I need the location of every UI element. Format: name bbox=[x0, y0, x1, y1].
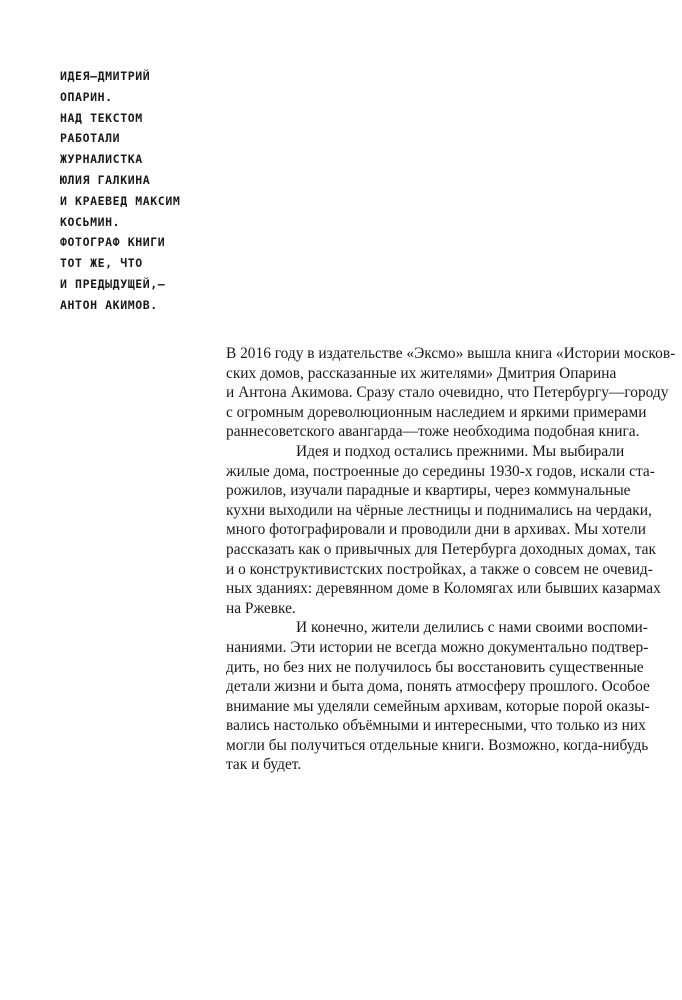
text-line: В 2016 году в издательстве «Эксмо» вышла книга «Истории москов- bbox=[226, 345, 676, 362]
text-line: рожилов, изучали парадные и квартиры, через коммунальные bbox=[226, 482, 631, 500]
credits-line: ИДЕЯ—ДМИТРИЙ bbox=[60, 69, 151, 83]
credits-line: ФОТОГРАФ КНИГИ bbox=[60, 235, 166, 250]
text-line: жилые дома, построенные до середины 1930-х годов, искали ста- bbox=[226, 462, 655, 480]
text-line: дить, но без них не получилось бы восстановить существенные bbox=[226, 658, 644, 676]
credits-line: РАБОТАЛИ bbox=[60, 131, 121, 146]
credits-sidenote bbox=[60, 66, 210, 316]
paragraph-3 bbox=[226, 618, 650, 775]
text-line: вались настолько объёмными и интересными, что только из них bbox=[226, 717, 646, 735]
credits-line: АНТОН АКИМОВ. bbox=[60, 297, 158, 312]
text-line: ных зданиях: деревянном доме в Коломягах или бывших казармах bbox=[226, 580, 661, 598]
credits-line: НАД ТЕКСТОМ bbox=[60, 110, 143, 125]
text-line: Идея и подход остались прежними. Мы выбирали bbox=[296, 442, 625, 460]
paragraph-1 bbox=[226, 344, 676, 442]
credits-line: И ПРЕДЫДУЩЕЙ,— bbox=[60, 276, 166, 291]
paragraph-2 bbox=[226, 442, 661, 618]
text-line: могли бы получиться отдельные книги. Возможно, когда-нибудь bbox=[226, 736, 649, 754]
text-line: раннесоветского авангарда—тоже необходима подобная книга. bbox=[226, 423, 640, 441]
text-line: И конечно, жители делились с нами своими воспоми- bbox=[296, 619, 648, 637]
credits-line: ОПАРИН. bbox=[60, 89, 113, 104]
text-line: ских домов, рассказанные их жителями» Дмитрия Опарина bbox=[226, 364, 617, 382]
text-line: кухни выходили на чёрные лестницы и поднимались на чердаки, bbox=[226, 501, 652, 519]
text-line: на Ржевке. bbox=[226, 599, 296, 617]
credits-line: ЖУРНАЛИСТКА bbox=[60, 152, 143, 167]
text-line: и Антона Акимова. Сразу стало очевидно, что Петербургу—городу bbox=[226, 384, 669, 402]
text-line: с огромным дореволюционным наследием и яркими примерами bbox=[226, 403, 647, 421]
text-line: много фотографировали и проводили дни в архивах. Мы хотели bbox=[226, 521, 646, 539]
text-line: внимание мы уделяли семейным архивам, которые порой оказы- bbox=[226, 697, 650, 715]
text-line: так и будет. bbox=[226, 756, 302, 774]
text-line: детали жизни и быта дома, понять атмосферу прошлого. Особое bbox=[226, 678, 650, 696]
text-line: наниями. Эти истории не всегда можно документально подтвер- bbox=[226, 638, 649, 656]
credits-line: КОСЬМИН. bbox=[60, 214, 121, 229]
credits-line: ТОТ ЖЕ, ЧТО bbox=[60, 256, 143, 271]
text-line: рассказать как о привычных для Петербурга доходных домах, так bbox=[226, 540, 656, 558]
credits-line: И КРАЕВЕД МАКСИМ bbox=[60, 193, 181, 208]
text-line: и о конструктивистских постройках, а также о совсем не очевид- bbox=[226, 560, 653, 578]
credits-line: ЮЛИЯ ГАЛКИНА bbox=[60, 172, 151, 187]
intro-text bbox=[226, 344, 676, 775]
